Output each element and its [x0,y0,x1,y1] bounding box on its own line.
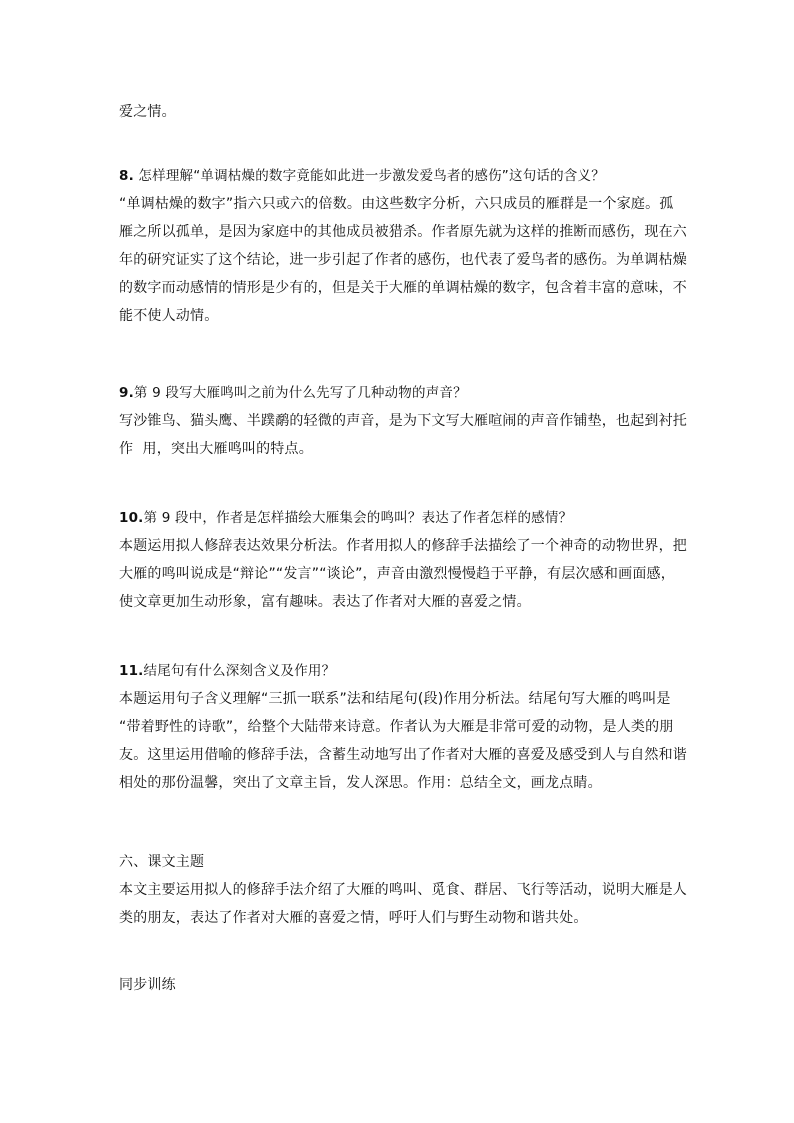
question-11-number: 11. [119,663,144,679]
question-9-text: 第 9 段写大雁鸣叫之前为什么先写了几种动物的声音？ [133,385,467,401]
theme-line-2: 类的朋友，表达了作者对大雁的喜爱之情，呼吁人们与野生动物和谐共处。 [119,910,588,926]
answer-11-line-4: 相处的那份温馨，突出了文章主旨，发人深思。作用：总结全文，画龙点睛。 [119,775,602,791]
answer-8-line-3: 年的研究证实了这个结论，进一步引起了作者的感伤，也代表了爱鸟者的感伤。为单调枯燥 [119,252,687,268]
answer-8-line-4: 的数字而动感情的情形是少有的，但是关于大雁的单调枯燥的数字，包含着丰富的意味，不 [119,280,687,296]
intro-tail-paragraph [119,98,681,126]
question-11-title [119,657,681,685]
question-8-text: 怎样理解“单调枯燥的数字竟能如此进一步激发爱鸟者的感伤”这句话的含义？ [133,168,605,184]
answer-10-line-2: 大雁的鸣叫说成是“辩论”“发言”“谈论”，声音由激烈慢慢趋于平静，有层次感和画面感， [119,566,675,582]
question-10-block [119,504,687,616]
answer-8-line-2: 雁之所以孤单，是因为家庭中的其他成员被猎杀。作者原先就为这样的推断而感伤，现在六 [119,224,687,240]
answer-9-line-1: 写沙锥鸟、猫头鹰、半蹼鹬的轻微的声音，是为下文写大雁喧闹的声音作铺垫，也起到衬托 [119,413,687,429]
theme-block [119,848,687,932]
question-8-title [119,162,681,190]
intro-tail-line: 爱之情。 [119,104,176,120]
theme-line-1: 本文主要运用拟人的修辞手法介绍了大雁的鸣叫、觅食、群居、飞行等活动，说明大雁是人 [119,882,687,898]
answer-8-line-5: 能不使人动情。 [119,308,219,324]
question-8-number: 8. [119,168,134,184]
question-11-block [119,657,687,797]
question-9-block [119,379,687,463]
next-section-heading: 同步训练 [119,977,176,993]
answer-10-line-3: 使文章更加生动形象，富有趣味。表达了作者对大雁的喜爱之情。 [119,594,531,610]
answer-11-line-1: 本题运用句子含义理解“三抓一联系”法和结尾句(段)作用分析法。结尾句写大雁的鸣叫是 [119,691,671,707]
question-8-block [119,162,687,330]
answer-10-line-1: 本题运用拟人修辞表达效果分析法。作者用拟人的修辞手法描绘了一个神奇的动物世界，把 [119,538,687,554]
question-10-number: 10. [119,510,144,526]
question-10-text: 第 9 段中，作者是怎样描绘大雁集会的鸣叫？表达了作者怎样的感情？ [143,510,573,526]
answer-11-line-3: 友。这里运用借喻的修辞手法，含蓄生动地写出了作者对大雁的喜爱及感受到人与自然和谐 [119,747,687,763]
next-section-block [119,971,681,999]
answer-11-line-2: “带着野性的诗歌”，给整个大陆带来诗意。作者认为大雁是非常可爱的动物，是人类的朋 [119,719,674,735]
answer-8-line-1: “单调枯燥的数字”指六只或六的倍数。由这些数字分析，六只成员的雁群是一个家庭。孤 [119,196,674,212]
theme-heading: 六、课文主题 [119,854,205,870]
question-11-text: 结尾句有什么深刻含义及作用？ [143,663,336,679]
answer-9-line-2: 作 用，突出大雁鸣叫的特点。 [119,441,313,457]
question-9-title [119,379,681,407]
question-10-title [119,504,681,532]
question-9-number: 9. [119,385,134,401]
